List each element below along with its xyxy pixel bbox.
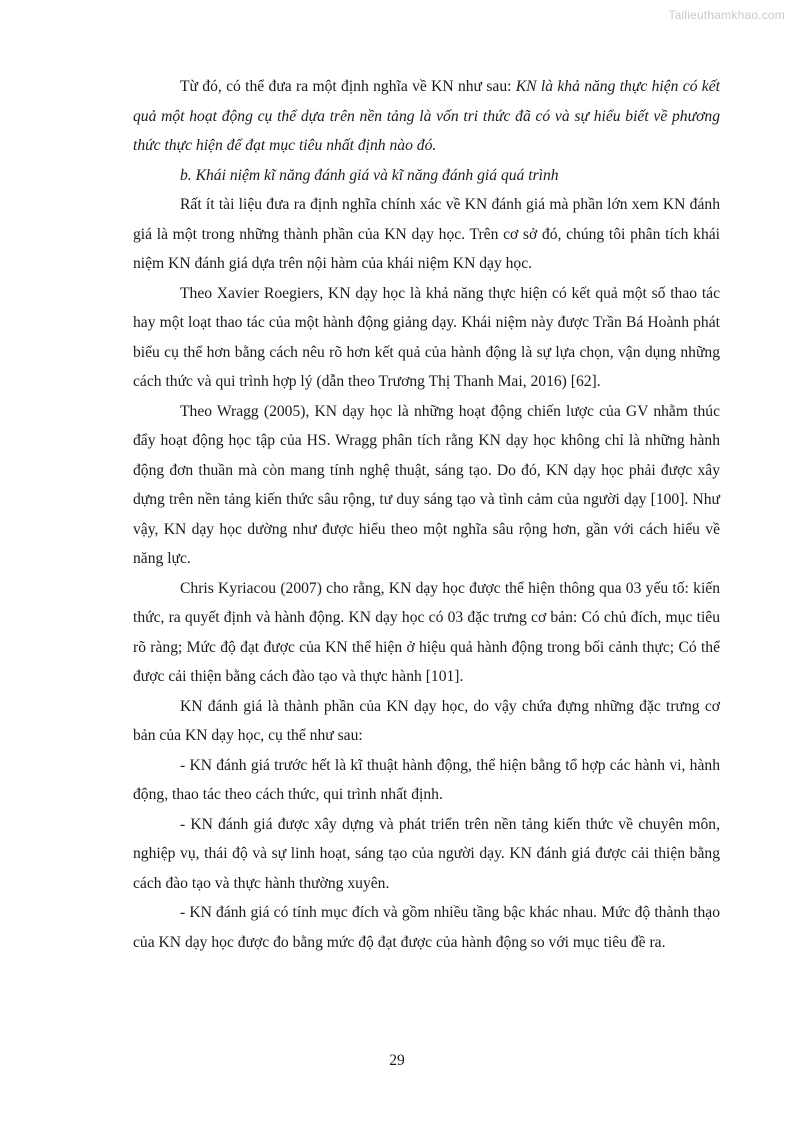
paragraph: KN đánh giá là thành phần của KN dạy học, do vậy chứa đựng những đặc trưng cơ bản của KN dạy học, cụ thể như sau: xyxy=(133,697,720,744)
list-item: - KN đánh giá có tính mục đích và gồm nhiều tầng bậc khác nhau. Mức độ thành thạo của KN dạy học được đo bằng mức độ đạt được của hành động so với mục tiêu đề ra. xyxy=(133,904,720,951)
list-item: - KN đánh giá trước hết là kĩ thuật hành động, thể hiện bằng tổ hợp các hành vi, hành động, thao tác theo cách thức, qui trình nhất định. xyxy=(133,756,720,803)
paragraph: Chris Kyriacou (2007) cho rằng, KN dạy học được thể hiện thông qua 03 yếu tố: kiến thức, ra quyết định và hành động. KN dạy học có 03 đặc trưng cơ bản: Có chủ đích, mục tiêu rõ ràng; Mức độ đạt được của KN thể hiện ở hiệu quả hành động trong bối cảnh thực; Có thể được cải thiện bằng cách đào tạo và thực hành [101]. xyxy=(133,579,720,685)
page-number: 29 xyxy=(389,1052,405,1069)
paragraph: Rất ít tài liệu đưa ra định nghĩa chính xác về KN đánh giá mà phần lớn xem KN đánh giá là một trong những thành phần của KN dạy học. Trên cơ sở đó, chúng tôi phân tích khái niệm KN đánh giá dựa trên nội hàm của khái niệm KN dạy học. xyxy=(133,196,720,272)
section-heading: b. Khái niệm kĩ năng đánh giá và kĩ năng đánh giá quá trình xyxy=(180,166,559,184)
paragraph-definition xyxy=(133,72,720,161)
definition-text: KN là khả năng thực hiện có kết quả một hoạt động cụ thể dựa trên nền tảng là vốn tri thức đã có và sự hiểu biết về phương thức thực hiện để đạt mục tiêu nhất định nào đó. xyxy=(133,78,720,154)
paragraph: Theo Wragg (2005), KN dạy học là những hoạt động chiến lược của GV nhằm thúc đẩy hoạt động học tập của HS. Wragg phân tích rằng KN dạy học không chỉ là những hành động đơn thuần mà còn mang tính nghệ thuật, sáng tạo. Do đó, KN dạy học phải được xây dựng trên nền tảng kiến thức sâu rộng, tư duy sáng tạo và tình cảm của người dạy [100]. Như vậy, KN dạy học dường như được hiểu theo một nghĩa sâu rộng hơn, gần với cách hiểu về năng lực. xyxy=(133,402,720,567)
watermark: Tailieuthamkhao.com xyxy=(668,8,785,22)
list-item: - KN đánh giá được xây dựng và phát triển trên nền tảng kiến thức về chuyên môn, nghiệp vụ, thái độ và sự linh hoạt, sáng tạo của người dạy. KN đánh giá được cải thiện bằng cách đào tạo và thực hành thường xuyên. xyxy=(133,815,720,892)
definition-lead: Từ đó, có thể đưa ra một định nghĩa về KN như sau: xyxy=(180,78,516,95)
page-body xyxy=(133,72,720,957)
paragraph: Theo Xavier Roegiers, KN dạy học là khả năng thực hiện có kết quả một số thao tác hay một loạt thao tác của một hành động giảng dạy. Khái niệm này được Trần Bá Hoành phát biểu cụ thể hơn bằng cách nêu rõ hơn kết quả của hành động là sự lựa chọn, vận dụng những cách thức và qui trình hợp lý (dẫn theo Trương Thị Thanh Mai, 2016) [62]. xyxy=(133,284,720,390)
